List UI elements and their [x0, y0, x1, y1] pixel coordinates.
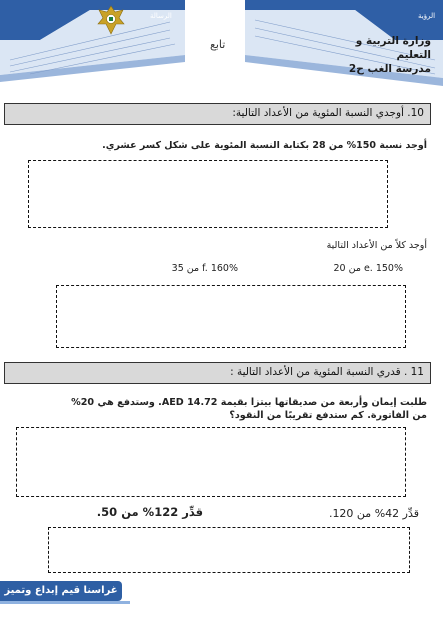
q11-item-a: قدِّر 42% من 120.: [328, 507, 419, 520]
answer-box-3[interactable]: [16, 427, 406, 497]
answer-box-4[interactable]: [48, 527, 410, 573]
question-10-title: 10. أوجدي النسبة المئوية من الأعداد التالية:: [232, 107, 424, 119]
question-11-title: 11 . قدري النسبة المئوية من الأعداد التالية :: [230, 366, 424, 378]
question-10-bar: [4, 103, 431, 125]
q10-prompt-numbers: أوجد كلاً من الأعداد التالية: [326, 240, 427, 251]
uae-emblem-icon: [96, 4, 126, 38]
ministry-heading: [321, 34, 431, 76]
footer-motto: غراسنا قيم إبداع وتميز: [0, 581, 122, 601]
school-name: مدرسة الغب ح2: [348, 63, 431, 75]
q11-problem-line1: طلبت إيمان وأربعة من صديقاتها بيتزا بقيمة AED 14.72. وستدفع هي 20%: [71, 397, 427, 408]
q10-item-f: f. 160% من 35: [171, 263, 238, 274]
mission-label: الرسالة: [150, 12, 172, 20]
question-11-bar: [4, 362, 431, 384]
vision-label: الرؤية: [418, 12, 436, 20]
q10-prompt-decimal: أوجد نسبة 150% من 28 بكتابة النسبة المئوية على شكل كسر عشري.: [102, 140, 427, 151]
q11-problem-line2: من الفاتورة. كم ستدفع تقريبًا من النقود؟: [229, 410, 427, 421]
q10-item-e: e. 150% من 20: [333, 263, 403, 274]
ministry-name: وزارة التربية و التعليم: [355, 35, 431, 61]
q11-item-b: قدِّر 122% من 50.: [96, 505, 203, 519]
continued-label: تابع: [210, 38, 226, 51]
header-banner-left: [0, 0, 185, 95]
answer-box-2[interactable]: [56, 285, 406, 348]
answer-box-1[interactable]: [28, 160, 388, 228]
